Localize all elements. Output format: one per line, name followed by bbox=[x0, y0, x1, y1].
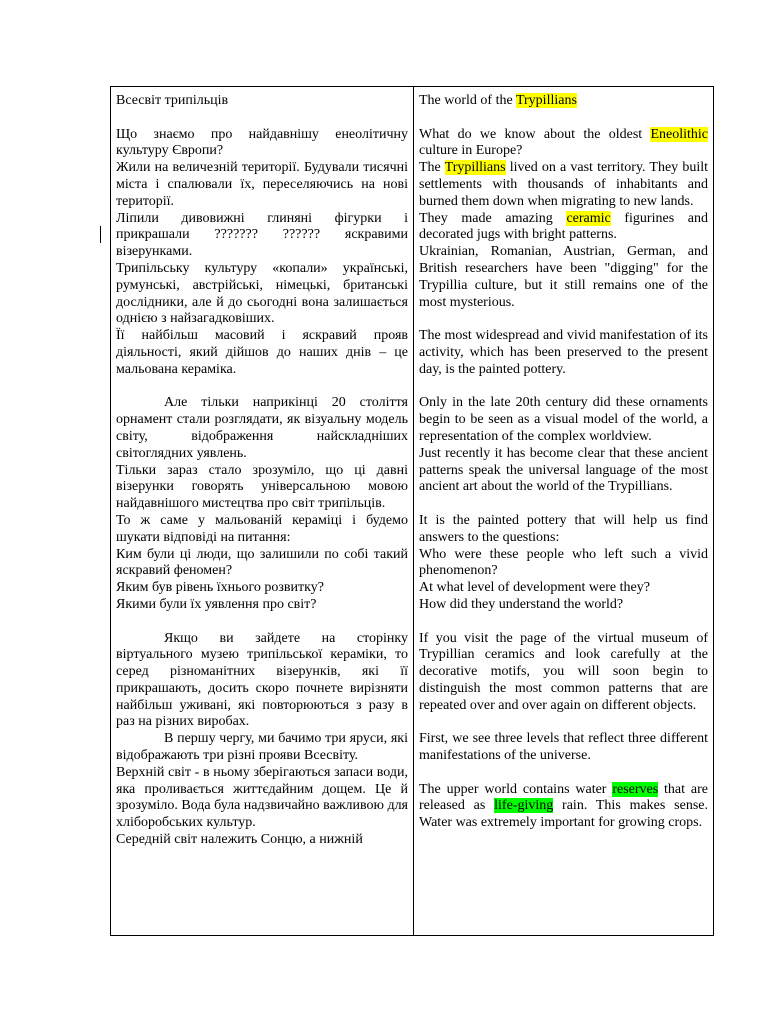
highlighted-word: Trypillians bbox=[515, 93, 577, 108]
ukrainian-paragraph: В першу чергу, ми бачимо три яруси, які відображають три різні прояви Всесвіту. bbox=[116, 731, 408, 764]
text-run: The bbox=[419, 160, 445, 176]
ukrainian-question: Ким були ці люди, що залишили по собі такий яскравий феномен? bbox=[116, 546, 408, 579]
text-run: figurines and decorated jugs with bright patterns. bbox=[419, 210, 708, 243]
english-paragraph: Just recently it has become clear that these ancient patterns speak the universal language of the most ancient art about the world of the Trypillians. bbox=[419, 445, 708, 495]
english-column bbox=[414, 87, 713, 935]
highlighted-word: life-giving bbox=[494, 798, 554, 814]
highlighted-word: Trypillians bbox=[444, 160, 506, 176]
text-run: rain. This makes sense. Water was extremely important for growing crops. bbox=[419, 798, 708, 831]
text-run: that are released as bbox=[419, 781, 708, 814]
ukrainian-question: Якими були їх уявлення про світ? bbox=[116, 596, 317, 612]
text-cursor bbox=[100, 226, 101, 243]
ukrainian-question: Яким був рівень їхнього розвитку? bbox=[116, 580, 324, 596]
text-run: What do we know about the oldest bbox=[419, 126, 651, 142]
ukrainian-paragraph: Ліпили дивовижні глиняні фігурки і прикрашали ??????? ?????? яскравими візерунками. bbox=[116, 210, 408, 260]
spacer bbox=[419, 379, 708, 396]
ukrainian-paragraph: Верхній світ - в ньому зберігаються запаси води, яка проливається життєдайним дощем. Це й зрозуміло. Вода була надзвичайно важливою для хліборобських культур. bbox=[116, 764, 408, 831]
spacer bbox=[419, 614, 708, 631]
ukrainian-column bbox=[111, 87, 414, 935]
ukrainian-paragraph: Якщо ви зайдете на сторінку віртуального музею трипільської кераміки, то серед різноманітних візерунків, які її прикрашають, досить скоро почнете вирізняти найбільш уживані, які повторюються з разу в раз на різних виробах. bbox=[116, 630, 408, 730]
english-paragraph bbox=[419, 211, 708, 245]
english-paragraph: Only in the late 20th century did these ornaments begin to be seen as a visual model of the world, a representation of the complex worldview. bbox=[419, 395, 708, 444]
highlighted-word: ceramic bbox=[566, 210, 611, 226]
spacer bbox=[419, 765, 708, 782]
english-paragraph: It is the painted pottery that will help us find answers to the questions: bbox=[419, 512, 708, 545]
english-title bbox=[419, 93, 708, 110]
english-paragraph bbox=[419, 127, 708, 161]
ukrainian-paragraph: Її найбільш масовий і яскравий прояв діяльності, який дійшов до наших днів – це мальована кераміка. bbox=[116, 328, 408, 377]
text-run: culture in Europe? bbox=[419, 143, 523, 159]
text-run: lived on a vast territory. They built settlements with thousands of inhabitants and burned them down when migrating to new lands. bbox=[419, 160, 708, 209]
english-paragraph bbox=[419, 782, 708, 832]
english-title-text: The world of the bbox=[419, 93, 516, 108]
english-paragraph: Ukrainian, Romanian, Austrian, German, and British researchers have been "digging" for the Trypillia culture, but it still remains one of the most mysterious. bbox=[419, 244, 708, 310]
english-paragraph: First, we see three levels that reflect three different manifestations of the universe. bbox=[419, 731, 708, 764]
english-question: At what level of development were they? bbox=[419, 580, 650, 596]
spacer bbox=[419, 496, 708, 513]
highlighted-word: reserves bbox=[612, 781, 659, 797]
text-run: The upper world contains water bbox=[419, 781, 613, 797]
spacer bbox=[116, 379, 408, 396]
ukrainian-paragraph: Середній світ належить Сонцю, а нижній bbox=[116, 832, 363, 848]
highlighted-word: Eneolithic bbox=[650, 126, 708, 142]
ukrainian-paragraph: Що знаємо про найдавнішу енеолітичну культуру Європи? bbox=[116, 126, 408, 159]
translation-table bbox=[110, 86, 714, 936]
english-paragraph: If you visit the page of the virtual museum of Trypillian ceramics and look carefully at the decorative motifs, you will soon begin to distinguish the most common patterns that are repeated over and over again on different objects. bbox=[419, 630, 708, 713]
ukrainian-paragraph: То ж саме у мальованій кераміці і будемо шукати відповіді на питання: bbox=[116, 512, 408, 545]
english-paragraph: The most widespread and vivid manifestation of its activity, which has been preserved to the present day, is the painted pottery. bbox=[419, 328, 708, 377]
spacer bbox=[419, 311, 708, 328]
spacer bbox=[419, 714, 708, 731]
ukrainian-paragraph: Трипільську культуру «копали» українські, румунські, австрійські, німецькі, британські дослідники, але й до сьогодні вона залишається однією з найзагадковіших. bbox=[116, 260, 408, 327]
english-question: How did they understand the world? bbox=[419, 596, 624, 612]
text-run: They made amazing bbox=[419, 210, 567, 226]
spacer bbox=[116, 614, 408, 631]
ukrainian-title: Всесвіт трипільців bbox=[116, 93, 229, 108]
ukrainian-paragraph: Тільки зараз стало зрозуміло, що ці давні візерунки говорять універсальною мовою найдавнішого мистецтва про світ трипільців. bbox=[116, 462, 408, 512]
english-paragraph bbox=[419, 160, 708, 210]
english-question: Who were these people who left such a vivid phenomenon? bbox=[419, 546, 708, 579]
ukrainian-paragraph: Але тільки наприкінці 20 століття орнамент стали розглядати, як візуальну модель світу, відображення найскладніших світоглядних уявлень. bbox=[116, 395, 408, 461]
ukrainian-paragraph: Жили на величезній території. Будували тисячні міста і спалювали їх, переселяючись на нові території. bbox=[116, 160, 408, 209]
